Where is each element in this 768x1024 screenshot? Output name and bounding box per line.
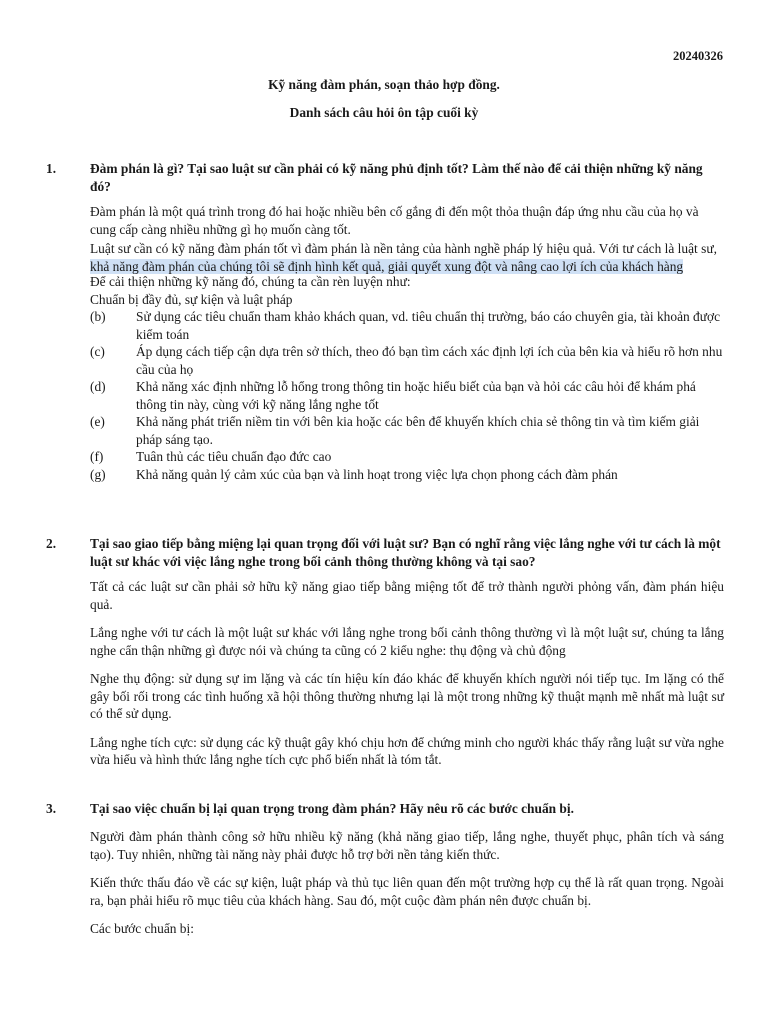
answer-1 [90,203,724,275]
question-3 [46,800,726,818]
document-title: Kỹ năng đàm phán, soạn thảo hợp đồng. [268,77,500,92]
document-date: 20240326 [673,49,723,63]
list-item-label: (d) [90,379,106,394]
question-number: 3. [46,801,57,816]
answer-paragraph: Lắng nghe tích cực: sử dụng các kỹ thuật gây khó chịu hơn để chứng minh cho người khác thấy rằng luật sư vừa nghe vừa hiểu và hình thức lắng nghe tích cực phổ biến nhất là tóm tắt. [90,734,724,767]
answer-paragraph: Các bước chuẩn bị: [90,921,194,936]
question-number: 1. [46,161,57,176]
answer-paragraph: Để cải thiện những kỹ năng đó, chúng ta cần rèn luyện như: [90,274,411,289]
paragraph-text: Luật sư cần có kỹ năng đàm phán tốt vì đàm phán là nền tảng của hành nghề pháp lý hiệu quả. Với tư cách là luật sư, [90,241,717,256]
answer-paragraph: Chuẩn bị đầy đủ, sự kiện và luật pháp [90,291,293,307]
answer-paragraph: Kiến thức thấu đáo về các sự kiện, luật pháp và thủ tục liên quan đến một trường hợp cụ thể là rất quan trọng. Ngoài ra, bạn phải hiểu rõ mục tiêu của khách hàng. Sau đó, một cuộc đàm phán nên được chuẩn bị. [90,875,724,908]
document-subtitle: Danh sách câu hỏi ôn tập cuối kỳ [289,105,479,120]
answer-paragraph: Đàm phán là một quá trình trong đó hai hoặc nhiều bên cố gắng đi đến một thỏa thuận đáp ứng nhu cầu của họ và cung cấp càng nhiều những gì họ muốn càng tốt. [90,204,699,237]
list-item-text: Tuân thủ các tiêu chuẩn đạo đức cao [136,449,332,464]
list-item-text: Áp dụng cách tiếp cận dựa trên sở thích, theo đó bạn tìm cách xác định lợi ích của bên kia và hiểu rõ hơn nhu cầu của họ [136,344,723,377]
list-item [90,378,724,413]
list-item-label: (g) [90,466,106,482]
answer-paragraph: Lắng nghe với tư cách là một luật sư khác với lắng nghe trong bối cảnh thông thường vì là một luật sư, chúng ta lắng nghe cẩn thận những gì được nói và chúng ta cũng có 2 kiểu nghe: thụ động và chủ động [90,625,724,658]
answer-paragraph: Người đàm phán thành công sở hữu nhiều kỹ năng (khả năng giao tiếp, lắng nghe, thuyết phục, phân tích và sáng tạo). Tuy nhiên, những tài năng này phải được hỗ trợ bởi nền tảng kiến thức. [90,829,724,862]
list-item [90,466,724,484]
list-item [90,413,724,448]
question-2 [46,535,726,570]
list-item-text: Khả năng phát triển niềm tin với bên kia hoặc các bên để khuyến khích chia sẻ thông tin và tìm kiếm giải pháp sáng tạo. [136,414,700,447]
question-text: Tại sao giao tiếp bằng miệng lại quan trọng đối với luật sư? Bạn có nghĩ rằng việc lắng nghe với tư cách là một luật sư khác với việc lắng nghe trong bối cảnh thông thường không và tại sao? [90,536,721,569]
question-text: Tại sao việc chuẩn bị lại quan trọng trong đàm phán? Hãy nêu rõ các bước chuẩn bị. [90,801,574,816]
list-item-label: (f) [90,449,104,464]
list-item [90,308,724,343]
list-item-label: (e) [90,414,105,429]
answer-1-list [90,273,724,483]
answer-2 [90,578,724,769]
list-item-text: Sử dụng các tiêu chuẩn tham khảo khách quan, vd. tiêu chuẩn thị trường, báo cáo chuyên gia, tài khoản được kiểm toán [136,309,721,342]
question-number: 2. [46,536,57,551]
answer-paragraph [90,240,724,275]
question-text: Đàm phán là gì? Tại sao luật sư cần phải có kỹ năng phủ định tốt? Làm thế nào để cải thiện những kỹ năng đó? [90,161,703,194]
list-item [90,448,724,466]
question-1 [46,160,726,195]
list-item-label: (c) [90,344,105,359]
list-item-label: (b) [90,309,106,324]
answer-paragraph: Tất cả các luật sư cần phải sở hữu kỹ năng giao tiếp bằng miệng tốt để trở thành người phỏng vấn, đàm phán hiệu quả. [90,579,724,612]
answer-paragraph: Nghe thụ động: sử dụng sự im lặng và các tín hiệu kín đáo khác để khuyến khích người nói tiếp tục. Im lặng có thể gây bối rối trong các tình huống xã hội thông thường nhưng lại là một trong những kỹ thuật mạnh mẽ nhất mà luật sư có thể sử dụng. [90,671,724,721]
list-item-text: Khả năng quản lý cảm xúc của bạn và linh hoạt trong việc lựa chọn phong cách đàm phán [136,466,618,482]
highlighted-text[interactable]: khả năng đàm phán của chúng tôi sẽ định hình kết quả, giải quyết xung đột và nâng cao lợi ích của khách hàng [90,258,684,274]
list-item [90,343,724,378]
list-item-text: Khả năng xác định những lỗ hổng trong thông tin hoặc hiểu biết của bạn và hỏi các câu hỏi để khám phá thông tin này, cùng với kỹ năng lắng nghe tốt [136,379,696,412]
answer-3 [90,828,724,938]
